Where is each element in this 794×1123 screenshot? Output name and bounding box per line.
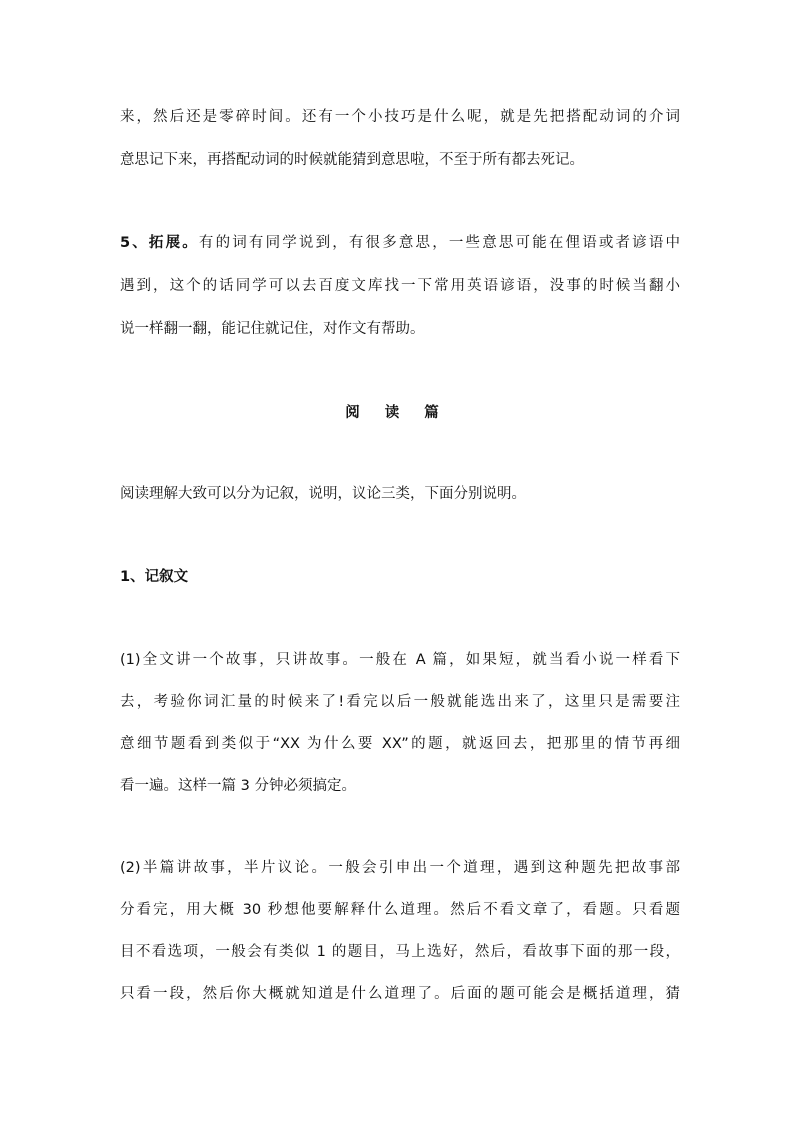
paragraph-line: 只看一段，然后你大概就知道是什么道理了。后面的题可能会是概括道理，猜 bbox=[120, 986, 680, 1002]
paragraph-line: 去，考验你词汇量的时候来了!看完以后一般就能选出来了，这里只是需要注 bbox=[120, 694, 680, 710]
item-lead: 5、拓展。 bbox=[120, 235, 199, 251]
paragraph-line: 说一样翻一翻，能记住就记住，对作文有帮助。 bbox=[120, 321, 425, 337]
paragraph-line: 意思记下来，再搭配动词的时候就能猜到意思啦，不至于所有都去死记。 bbox=[120, 152, 584, 168]
paragraph-line: 分看完，用大概 30 秒想他要解释什么道理。然后不看文章了，看题。只看题 bbox=[120, 902, 680, 918]
subheading: 1、记叙文 bbox=[120, 569, 189, 585]
paragraph-line: 看一遍。这样一篇 3 分钟必须搞定。 bbox=[120, 778, 356, 794]
paragraph-text: 有的词有同学说到，有很多意思，一些意思可能在俚语或者谚语中 bbox=[198, 235, 680, 251]
section-title: 阅 读 篇 bbox=[345, 405, 449, 421]
paragraph-line bbox=[120, 233, 680, 253]
paragraph-line: (2)半篇讲故事，半片议论。一般会引申出一个道理，遇到这种题先把故事部 bbox=[120, 860, 680, 876]
paragraph-line: 遇到，这个的话同学可以去百度文库找一下常用英语谚语，没事的时候当翻小 bbox=[120, 278, 680, 294]
intro-line: 阅读理解大致可以分为记叙，说明，议论三类，下面分别说明。 bbox=[120, 486, 526, 502]
paragraph-line: 来，然后还是零碎时间。还有一个小技巧是什么呢，就是先把搭配动词的介词 bbox=[120, 109, 680, 125]
paragraph-line: (1)全文讲一个故事，只讲故事。一般在 A 篇，如果短，就当看小说一样看下 bbox=[120, 652, 680, 668]
paragraph-line: 意细节题看到类似于“XX 为什么要 XX”的题，就返回去，把那里的情节再细 bbox=[120, 736, 680, 752]
paragraph-line: 目不看选项，一般会有类似 1 的题目，马上选好，然后，看故事下面的那一段， bbox=[120, 944, 680, 960]
